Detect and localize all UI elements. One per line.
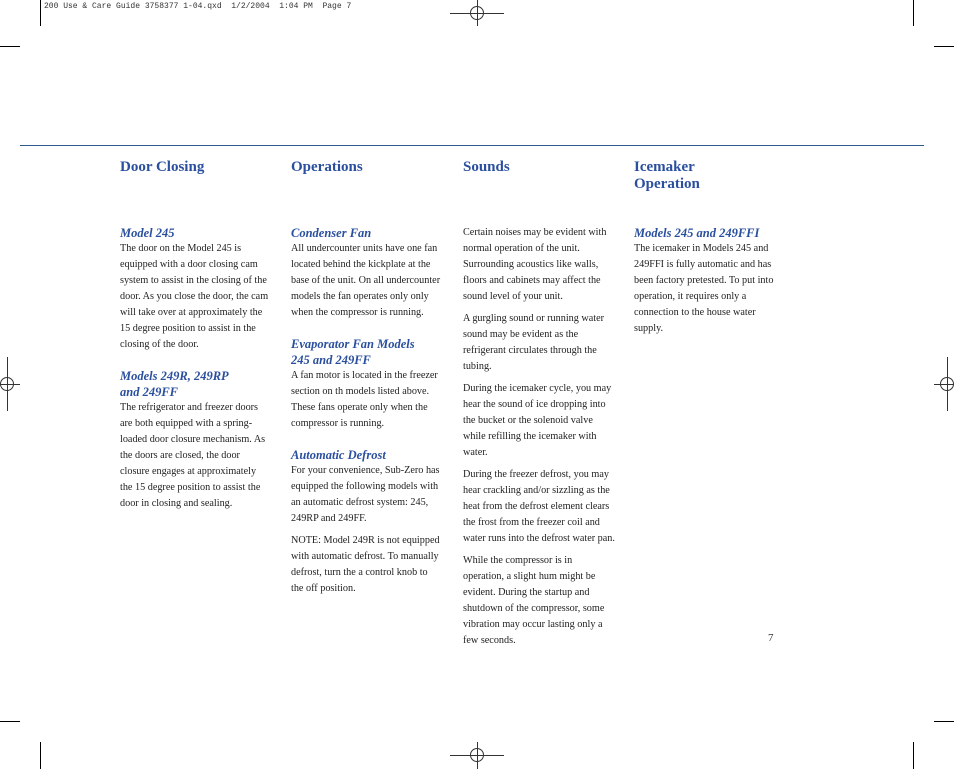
crop-mark-top-left-horizontal <box>0 46 20 47</box>
column-operations <box>291 159 441 597</box>
paragraph: During the freezer defrost, you may hear crackling and/or sizzling as the heat from the defrost element clears the frost from the freezer coil and water runs into the defrost water pan. <box>463 469 615 544</box>
paragraph: For your convenience, Sub-Zero has equipped the following models with an automatic defrost system: 245, 249RP and 249FF. <box>291 465 440 524</box>
crop-mark-bottom-left-vertical <box>40 742 41 769</box>
subheading: Models 245 and 249FFI <box>634 226 760 240</box>
paragraph: A gurgling sound or running water sound may be evident as the refrigerant circulates through the tubing. <box>463 313 605 372</box>
column-heading: Sounds <box>463 159 510 175</box>
column-sounds <box>463 159 615 649</box>
header-rule <box>20 145 924 146</box>
subheading: Evaporator Fan Models 245 and 249FF <box>291 337 415 367</box>
paragraph: The door on the Model 245 is equipped with a door closing cam system to assist in the closing of the door. As you close the door, the cam will take over at approximately the 15 degree position to assist in the closing of the door. <box>120 243 269 350</box>
column-heading: Operations <box>291 159 363 175</box>
subheading: Model 245 <box>120 226 175 240</box>
paragraph: A fan motor is located in the freezer section on th models listed above. These fans operate only when the compressor is running. <box>291 370 438 429</box>
subheading: Models 249R, 249RP and 249FF <box>120 369 229 399</box>
column-heading: Icemaker Operation <box>634 159 700 192</box>
paragraph: During the icemaker cycle, you may hear the sound of ice dropping into the bucket or the solenoid valve while refilling the icemaker with water. <box>463 383 612 458</box>
page-number: 7 <box>768 632 774 644</box>
crop-mark-bottom-left-horizontal <box>0 721 20 722</box>
paragraph: All undercounter units have one fan located behind the kickplate at the base of the unit. On all undercounter models the fan operates only only when the compressor is running. <box>291 243 441 318</box>
column-heading: Door Closing <box>120 159 205 175</box>
subheading: Condenser Fan <box>291 226 372 240</box>
print-slug-line: 200 Use & Care Guide 3758377 1-04.qxd 1/2/2004 1:04 PM Page 7 <box>44 2 352 11</box>
paragraph: The refrigerator and freezer doors are both equipped with a spring-loaded door closure mechanism. As the doors are closed, the door closure engages at approximately the 15 degree position to assist the door in closing and sealing. <box>120 402 266 509</box>
paragraph: Certain noises may be evident with normal operation of the unit. Surrounding acoustics like walls, floors and cabinets may affect the sound level of your unit. <box>463 227 607 302</box>
paragraph: The icemaker in Models 245 and 249FFI is fully automatic and has been factory pretested. To put into operation, it requires only a connection to the house water supply. <box>634 243 774 334</box>
crop-mark-bottom-right-vertical <box>913 742 914 769</box>
crop-mark-top-right-vertical <box>913 0 914 26</box>
column-door-closing <box>120 159 270 512</box>
paragraph: While the compressor is in operation, a slight hum might be evident. During the startup and shutdown of the compressor, some vibration may occur lasting only a few seconds. <box>463 555 605 646</box>
crop-mark-top-left-vertical <box>40 0 41 26</box>
note-paragraph: NOTE: Model 249R is not equipped with automatic defrost. To manually defrost, turn the a control knob to the off position. <box>291 535 440 594</box>
crop-mark-top-right-horizontal <box>934 46 954 47</box>
subheading: Automatic Defrost <box>291 448 386 462</box>
crop-mark-bottom-right-horizontal <box>934 721 954 722</box>
column-icemaker-operation <box>634 159 784 337</box>
